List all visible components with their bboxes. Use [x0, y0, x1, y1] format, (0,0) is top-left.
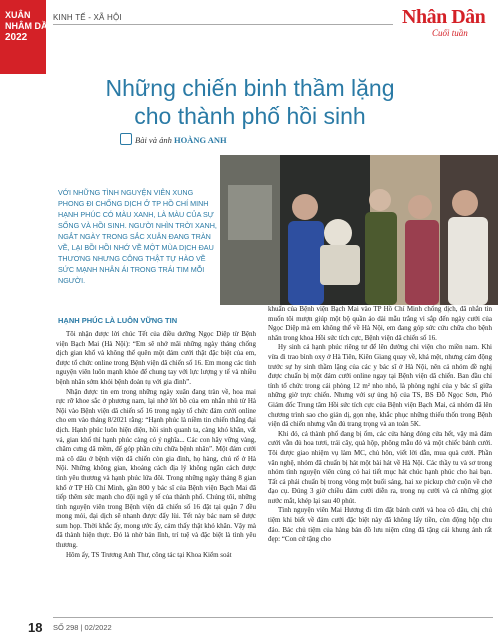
section-label: KINH TẾ - XÃ HỘI — [53, 13, 122, 22]
byline-prefix: Bài và ảnh — [135, 135, 172, 145]
article-title: Những chiến binh thầm lặng cho thành phố hồi sinh — [105, 75, 395, 129]
byline — [135, 135, 227, 145]
edition-tab-year: 2022 — [5, 32, 28, 43]
page-footer — [0, 620, 500, 637]
paragraph: Tôi nhận được lời chúc Tết của điều dưỡng Ngọc Diệp từ Bệnh viện Bạch Mai (Hà Nội): “Em sẽ nhớ mãi những ngày tháng chống dịch gian khổ và không thể quên một đám cưới thật đặc biệt của em, được tổ chức online trong Bệnh viện dã chiến số 16. Em mong các tình nguyện viên luôn mạnh khỏe để chung tay với lực lượng y tế và nhiều bệnh nhân sớm khỏi bệnh đoàn tụ với gia đình”. — [56, 330, 256, 386]
camera-icon — [120, 133, 132, 145]
edition-tab-line2: NHÂM DẦN — [5, 21, 54, 31]
body-column-1 — [56, 330, 256, 560]
paragraph: Hôm ấy, TS Trương Anh Thư, công tác tại Khoa Kiểm soát — [66, 550, 232, 559]
body-column-2 — [268, 305, 492, 545]
lead-paragraph: VỚI NHỮNG TÌNH NGUYỆN VIÊN XUNG PHONG ĐI CHỐNG DỊCH Ở TP HỒ CHÍ MINH HẠNH PHÚC CÓ MÀU XANH, LÀ MÀU CỦA SỰ SỐNG VÀ HỒI SINH. NGƯỜI NHÌN TRỜI XANH, NGẮT NGÀY TRONG SẮC XUÂN ĐANG TRÀN VỀ, LẠI BỒI HỒI NHỚ VỀ MỘT MÙA DỊCH ĐAU THƯƠNG NHƯNG CÔNG THẬT TỰ HÀO VỀ SỨC MẠNH NHÂN ÁI TRONG TRÁI TIM MỖI NGƯỜI. — [58, 188, 217, 285]
byline-author: HOÀNG ANH — [173, 135, 227, 145]
paragraph: Tình nguyện viên Mai Hương đi tìm đặt bánh cưới và hoa cô dâu, chị chủ tiệm khi biết về đám cưới đặc biệt này đã không lấy tiền, còn động hộp chu đáo. Bác chủ tiệm của hàng bán đồ lưu niệm cũng đã tặng cái khung ảnh rất đẹp: “Con cứ tặng cho — [268, 506, 492, 544]
edition-tab-line1: XUÂN — [5, 10, 31, 20]
footer-divider — [53, 617, 493, 618]
subheading: HẠNH PHÚC LÀ LUÔN VỮNG TIN — [58, 316, 178, 325]
logo-sub: Cuối tuần — [432, 28, 468, 38]
article-photo — [220, 155, 498, 305]
header-divider — [53, 24, 393, 25]
page-number: 18 — [28, 620, 43, 635]
logo-name: Nhân Dân — [402, 6, 486, 28]
paragraph: Khi đó, cả thành phố đang bị ốm, các cửa hàng đóng cửa hết, vậy mà đám cưới vẫn đủ hoa tươi, trái cây, quà hộp, phông mẫu đỏ và một chiếc bánh cưới. Tôi được giao nhiệm vụ làm MC, chủ hôn, viết lời dẫn, mua quà cưới. Phần văn nghệ, nhóm đã chuẩn bị hát một bài hát về Hà Nội. Các thầy tu và sơ trong nhóm tình nguyện viên cùng có hai tiết mục hát chúc hạnh phúc cho hai bạn. Tất cả phải chuẩn bị trong vòng một buổi sáng, hai xe pickup chở cuộn về chở đạo cụ. Đúng 3 giờ chiều đám cưới diễn ra, trong nụ cười và cả những giọt nước mắt, khép lại sau 40 phút. — [268, 429, 492, 505]
paragraph: Nhận được tin em trong những ngày xuân đang tràn về, hoa mai rực rỡ khoe sắc ở phương nam, lại nhớ lời bồ của em nhắn nhủ từ Hà Nội vào Bệnh viện dã chiến số 16 trong ngày tổ chức đám cưới online cho em vào tháng 8/2021 rằng: “Hạnh phúc là niềm tin chiến thắng đại dịch. Hạnh phúc luôn hiện diện, hồi sinh quanh ta, càng khó khăn, vất vả, gian khổ thì hạnh phúc càng có ý nghĩa... Các con hãy vững vàng, chăm cưng dã mềm, để góp phần cứu chữa bệnh nhân”. Một đám cưới mà cô dâu ở bệnh viện dã chiến còn gia đình, họ hàng, chú rể ở Hà Nội. Những không gian, khoảng cách địa lý không ngăn cách được tình yêu thương và hạnh phúc lứa đôi. Trong những ngày tháng 8 gian khổ ở TP Hồ Chí Minh, gần 800 y bác sĩ của Bệnh viện Bạch Mai đã tiếp thêm sức mạnh cho đội ngũ y tế của thành phố. Chúng tôi, những tình nguyện viên trong Bệnh viện dã chiến số 16 đặt tại quận 7 đều mong mỏi, đại dịch sẽ nhanh được đẩy lùi. Tết này bác nam sẽ được sum họp. Thời khắc ấy, mong ước ấy, cảm thấy thật khó khăn. Vậy mà đã thành hiện thực. Đó là nhờ bản lĩnh, trí tuệ và đặc biệt là tình yêu thương. — [56, 387, 256, 550]
newspaper-logo — [402, 6, 496, 44]
issue-info: SỐ 298 | 02/2022 — [53, 623, 112, 632]
edition-tab — [0, 0, 54, 74]
paragraph: Hy sinh cả hạnh phúc riêng tư để lên đường chi viện cho miền nam. Khi vừa đi trao bình oxy ở Hà Tiên, Kiên Giang quay về, khá mệt, nhưng cảm động trước sự hy sinh thầm lặng của các y bác sĩ ở Hà Nội, nên cả nhóm đề nghị được chuẩn bị một đám cưới online ngay tại Bệnh viện dã chiến. Ban đầu chỉ tính tổ chức trong cái phòng 12 m² nho nhỏ, là phòng nghỉ của y bác sĩ giữa những giờ trực chiến. Nhưng với sự ủng hộ của TS, BS Đỗ Ngọc Sơn, Phó Giám đốc Trung tâm Hồi sức tích cực của Bệnh viện Bạch Mai, cả nhóm đã lên chương trình sao cho giản dị, gọn nhẹ, khắc phục những thiếu thốn trong Bệnh viện dã chiến nhưng vẫn đủ trang trọng và an toàn 5K. — [268, 343, 492, 429]
paragraph: khuẩn của Bệnh viện Bạch Mai vào TP Hồ Chí Minh chống dịch, đã nhắn tin muốn tôi mượn giúp một bộ quần áo dài mẫu trắng vì sắp đến ngày cưới của Ngọc Diệp mà em không thể về Hà Nội, em đang góp sức cứu chữa cho bệnh nhân trong khoa Hồi sức tích cực, Bệnh viện dã chiến số 16. — [268, 305, 492, 342]
